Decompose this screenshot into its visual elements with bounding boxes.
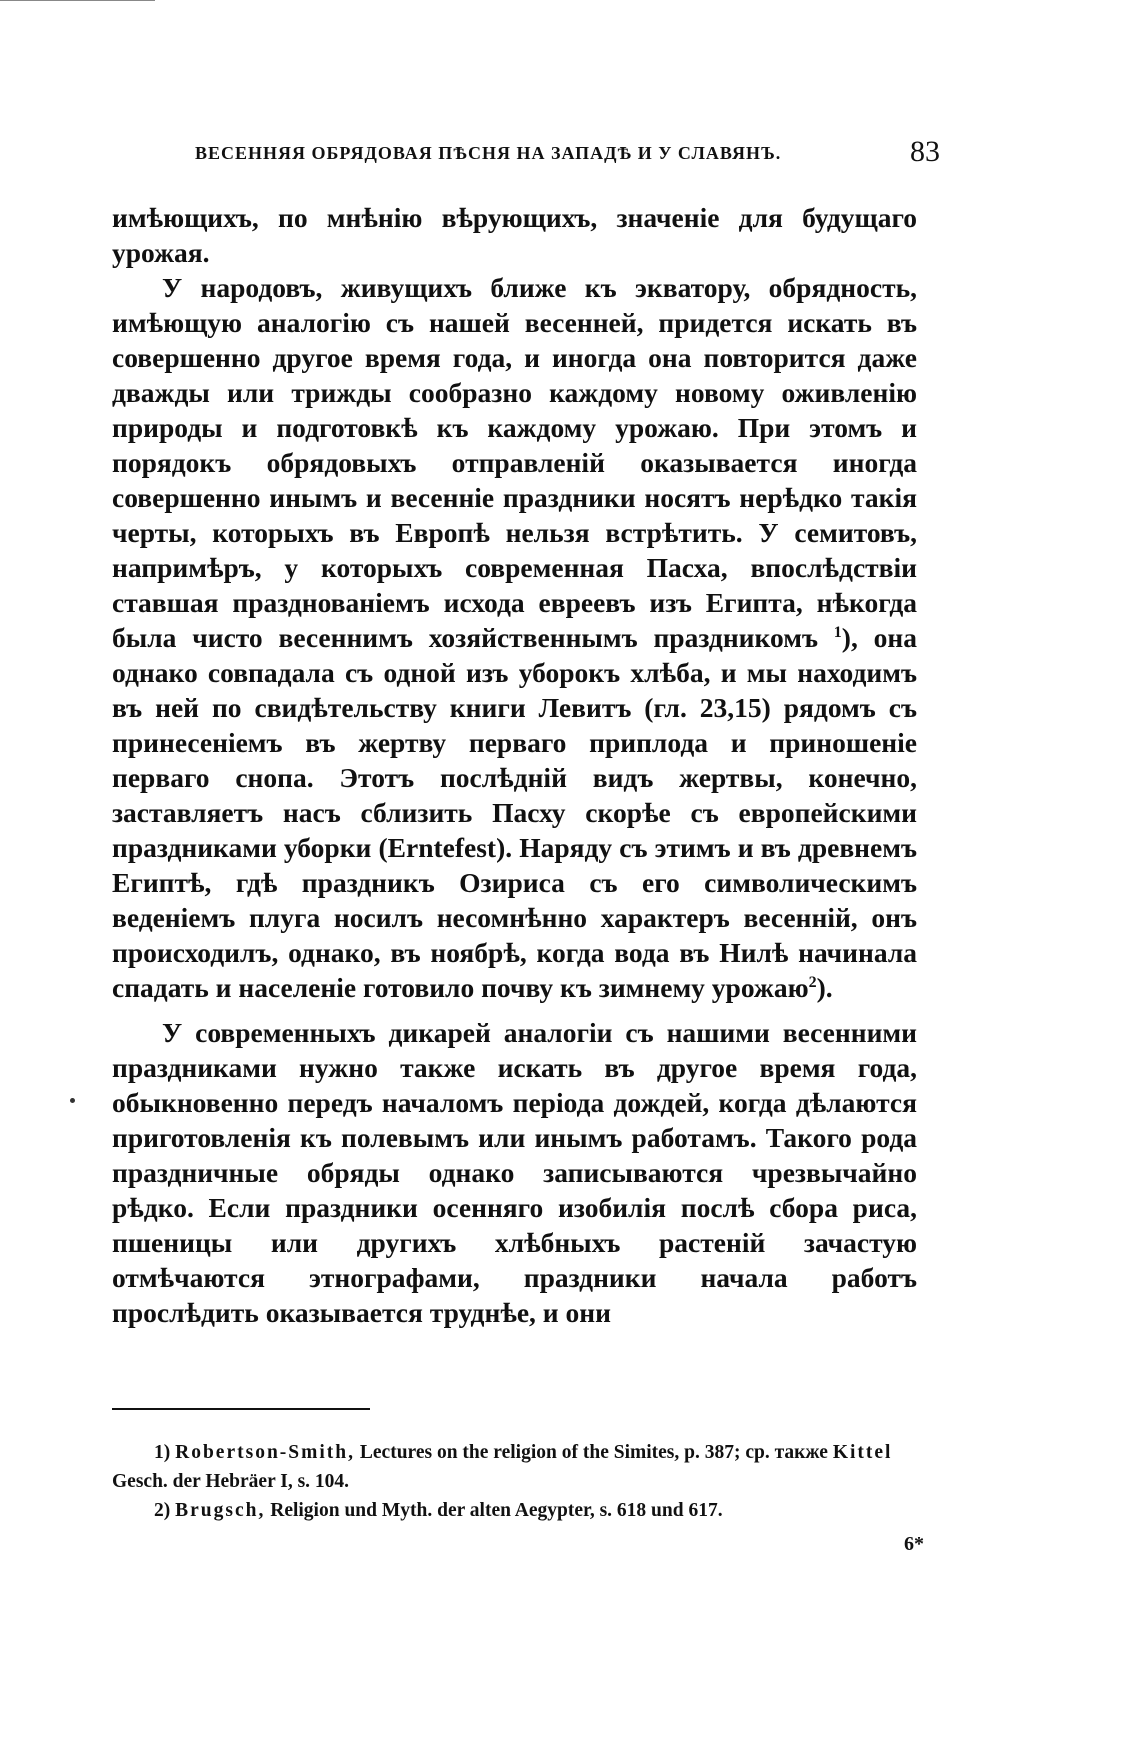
margin-mark <box>70 1098 75 1103</box>
footnotes <box>112 1438 920 1525</box>
scan-edge-line <box>0 0 155 1</box>
footnote-1-author-2: Kittel <box>832 1442 893 1463</box>
footnote-2 <box>112 1496 920 1525</box>
footnote-1 <box>112 1438 920 1496</box>
footnote-1-author: Robertson-Smith, <box>175 1442 356 1463</box>
paragraph-2-part-a: У народовъ, живущихъ ближе къ экватору, обрядность, имѣющую аналогію съ нашей весенней, придется искать въ совершенно другое время года, и иногда она повторится даже дважды или трижды сообразно каждому новому оживленію природы и подготовкѣ къ каждому урожаю. При этомъ и порядокъ обрядовыхъ отправленій оказывается иногда совершенно инымъ и весенніе праздники носятъ нерѣдко такія черты, которыхъ въ Европѣ нельзя встрѣтить. У семитовъ, напримѣръ, у которыхъ современная Пасха, впослѣдствіи ставшая празднованіемъ исхода евреевъ изъ Египта, нѣкогда была чисто весеннимъ хозяйственнымъ праздникомъ <box>112 272 917 653</box>
footnote-divider <box>112 1408 370 1410</box>
running-head: ВЕСЕННЯЯ ОБРЯДОВАЯ ПѢСНЯ НА ЗАПАДѢ И У СЛАВЯНЪ. <box>195 143 782 163</box>
footnote-2-author: Brugsch, <box>175 1500 266 1521</box>
footnote-1-number: 1) <box>154 1442 171 1463</box>
footnote-ref-1: 1 <box>833 623 842 641</box>
footnote-2-number: 2) <box>154 1500 171 1521</box>
paragraph-2-part-b: ), она однако совпадала съ одной изъ уборокъ хлѣба, и мы находимъ въ ней по свидѣтельству книги Левитъ (гл. 23,15) рядомъ съ принесеніемъ въ жертву перваго приплода и приношеніе перваго снопа. Этотъ послѣдній видъ жертвы, конечно, заставляетъ насъ сблизить Пасху скорѣе съ европейскими праздниками уборки (Erntefest). Наряду съ этимъ и въ древнемъ Египтѣ, гдѣ праздникъ Озириса съ его символическимъ веденіемъ плуга носилъ несомнѣнно характеръ весенній, онъ происходилъ, однако, въ ноябрѣ, когда вода въ Нилѣ начинала спадать и населеніе готовило почву къ зимнему урожаю <box>112 622 917 1003</box>
paragraph-3: У современныхъ дикарей аналогіи съ нашими весенними праздниками нужно также искать въ другое время года, обыкновенно передъ началомъ періода дождей, когда дѣлаются приготовленія къ полевымъ или инымъ работамъ. Такого рода праздничные обряды однако записываются чрезвычайно рѣдко. Если праздники осенняго изобилія послѣ сбора риса, пшеницы или другихъ хлѣбныхъ растеній зачастую отмѣчаются этнографами, праздники начала работъ прослѣдить оказывается труднѣе, и они <box>112 1017 917 1328</box>
paragraph-1: имѣющихъ, по мнѣнію вѣрующихъ, значеніе для будущаго урожая. <box>112 202 917 268</box>
footnote-1-text: Lectures on the religion of the Simites, p. 387; ср. также <box>359 1442 828 1463</box>
footnote-2-text: Religion und Myth. der alten Aegypter, s. 618 und 617. <box>270 1500 723 1521</box>
footnote-ref-2: 2 <box>808 973 817 991</box>
main-text <box>112 200 917 1330</box>
paragraph-2 <box>112 270 917 1005</box>
signature-mark: 6* <box>904 1533 924 1555</box>
paragraph-2-part-c: ). <box>816 972 833 1003</box>
footnote-1-text-2: Gesch. der Hebräer I, s. 104. <box>112 1471 350 1492</box>
page-number: 83 <box>910 135 940 168</box>
page-header <box>195 135 940 175</box>
